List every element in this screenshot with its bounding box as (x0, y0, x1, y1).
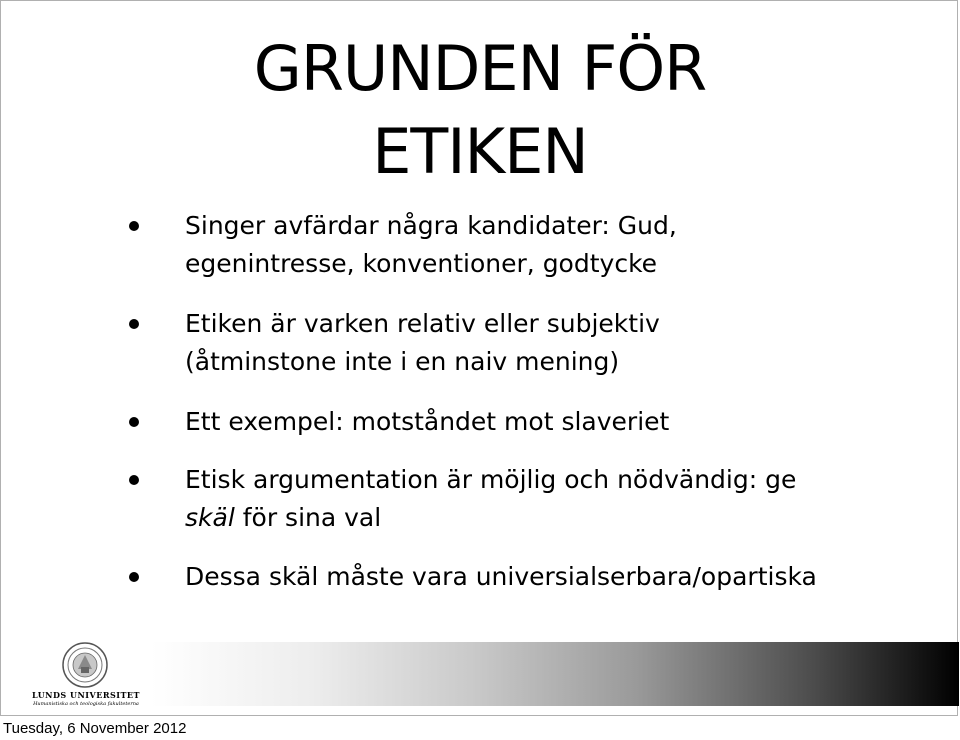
bullet-text: Etisk argumentation är möjlig och nödvändig: ge (185, 465, 797, 494)
bullet-dot-icon (129, 475, 139, 485)
bullet-item (185, 461, 796, 537)
bullet-list (1, 1, 959, 641)
title-line-1: GRUNDEN FÖR (253, 32, 707, 105)
bullet-text: egenintresse, konventioner, godtycke (185, 249, 658, 278)
bullet-dot-icon (129, 221, 139, 231)
bullet-dot-icon (129, 572, 139, 582)
logo-subtitle: Humanistiska och teologiska fakulteterna (33, 701, 139, 707)
emphasis-text: skäl (185, 503, 235, 532)
bullet-item (185, 207, 677, 283)
bullet-dot-icon (129, 417, 139, 427)
logo-name: LUNDS UNIVERSITET (32, 690, 140, 700)
footer-date: Tuesday, 6 November 2012 (3, 720, 187, 737)
bullet-text: Ett exempel: motståndet mot slaveriet (185, 407, 670, 436)
bullet-item (185, 403, 669, 441)
bullet-text-line-2 (185, 499, 796, 537)
bullet-dot-icon (129, 319, 139, 329)
bullet-text: för sina val (234, 503, 382, 532)
university-seal-icon (61, 641, 109, 689)
bullet-text: (åtminstone inte i en naiv mening) (185, 347, 620, 376)
bullet-item (185, 558, 817, 596)
bullet-text: Singer avfärdar några kandidater: Gud, (185, 211, 677, 240)
university-logo (27, 641, 145, 709)
title-line-2: ETIKEN (372, 115, 588, 188)
footer-gradient-bar (151, 642, 959, 706)
bullet-text: Dessa skäl måste vara universialserbara/opartiska (185, 562, 817, 591)
bullet-item (185, 305, 660, 381)
bullet-text: Etiken är varken relativ eller subjektiv (185, 309, 660, 338)
